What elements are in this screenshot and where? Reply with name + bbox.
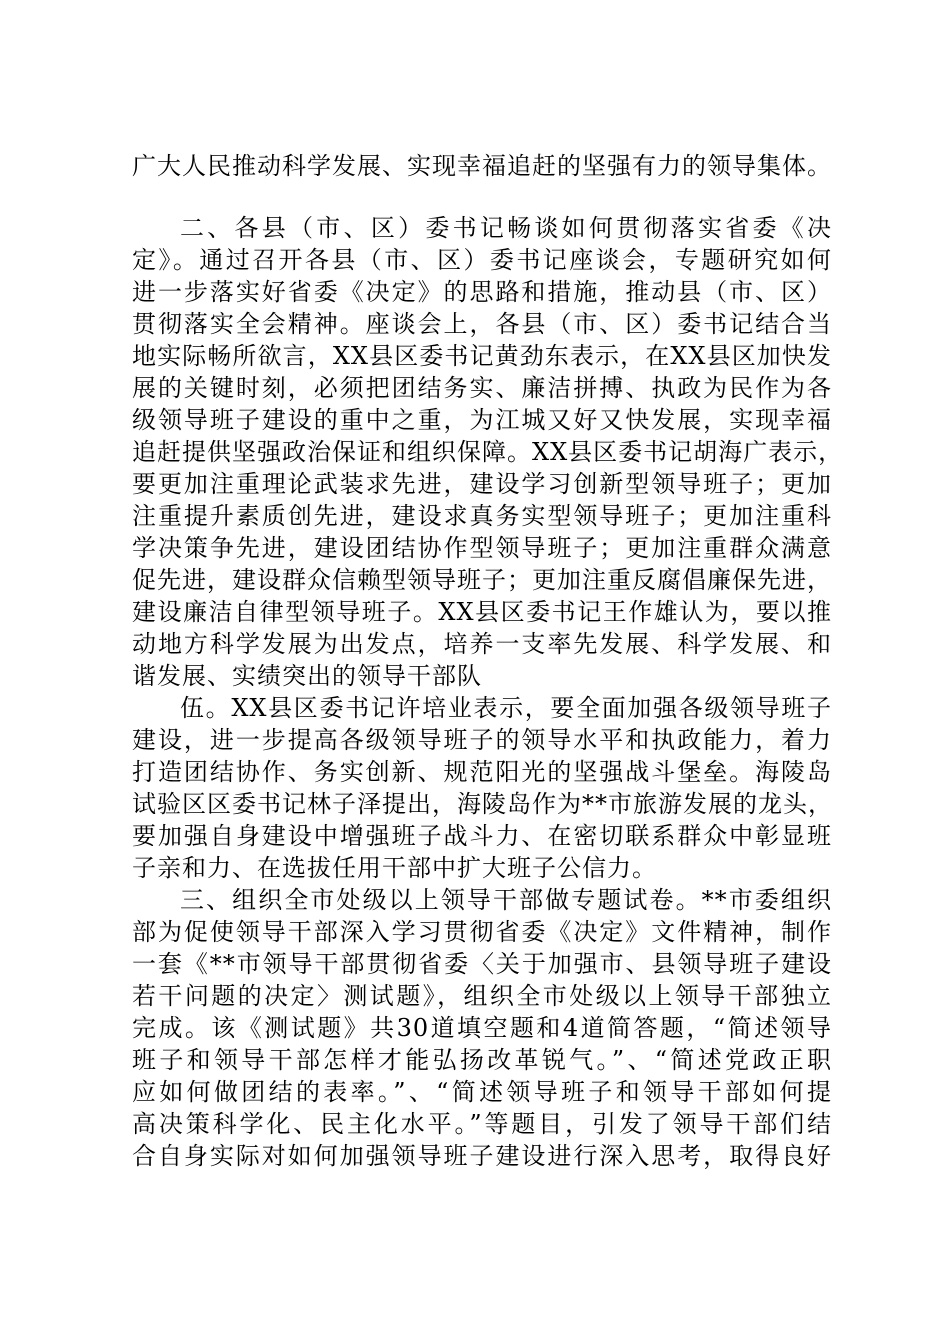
paragraph-line: 追赶提供坚强政治保证和组织保障。XX县区委书记胡海广表示， <box>132 438 844 466</box>
paragraph-line: 促先进，建设群众信赖型领导班子；更加注重反腐倡廉保先进， <box>132 566 832 594</box>
paragraph-line: 打造团结协作、务实创新、规范阳光的坚强战斗堡垒。海陵岛 <box>132 758 832 786</box>
paragraph-line: 展的关键时刻，必须把团结务实、廉洁拼搏、执政为民作为各 <box>132 374 832 402</box>
document-body <box>132 150 844 1172</box>
paragraph-line: 若干问题的决定〉测试题》，组织全市处级以上领导干部独立 <box>132 982 832 1010</box>
paragraph-line: 动地方科学发展为出发点，培养一支率先发展、科学发展、和 <box>132 630 832 658</box>
paragraph-line: 三、组织全市处级以上领导干部做专题试卷。**市委组织 <box>180 886 832 914</box>
paragraph-line: 完成。该《测试题》共30道填空题和4道简答题，“简述领导 <box>132 1014 832 1042</box>
paragraph-line: 要更加注重理论武装求先进，建设学习创新型领导班子；更加 <box>132 470 832 498</box>
paragraph-line: 试验区区委书记林子泽提出，海陵岛作为**市旅游发展的龙头， <box>132 790 833 818</box>
paragraph-line: 定》。通过召开各县（市、区）委书记座谈会，专题研究如何 <box>132 246 832 274</box>
paragraph-line: 建设廉洁自律型领导班子。XX县区委书记王作雄认为，要以推 <box>132 598 832 626</box>
paragraph-line: 要加强自身建设中增强班子战斗力、在密切联系群众中彰显班 <box>132 822 832 850</box>
paragraph-line: 广大人民推动科学发展、实现幸福追赶的坚强有力的领导集体。 <box>132 152 832 180</box>
paragraph-line: 注重提升素质创先进，建设求真务实型领导班子；更加注重科 <box>132 502 832 530</box>
paragraph-line: 伍。XX县区委书记许培业表示，要全面加强各级领导班子 <box>180 694 832 722</box>
paragraph-line: 学决策争先进，建设团结协作型领导班子；更加注重群众满意 <box>132 534 832 562</box>
paragraph-line: 班子和领导干部怎样才能弘扬改革锐气。”、“简述党政正职 <box>132 1046 832 1074</box>
paragraph-line: 高决策科学化、民主化水平。”等题目，引发了领导干部们结 <box>132 1110 832 1138</box>
paragraph-line: 贯彻落实全会精神。座谈会上，各县（市、区）委书记结合当 <box>132 310 832 338</box>
paragraph-line: 应如何做团结的表率。”、“简述领导班子和领导干部如何提 <box>132 1078 832 1106</box>
paragraph-line: 一套《**市领导干部贯彻省委〈关于加强市、县领导班子建设 <box>132 950 832 978</box>
paragraph-line: 进一步落实好省委《决定》的思路和措施，推动县（市、区） <box>132 278 832 306</box>
paragraph-line: 合自身实际对如何加强领导班子建设进行深入思考，取得良好 <box>132 1142 832 1170</box>
paragraph-line: 二、各县（市、区）委书记畅谈如何贯彻落实省委《决 <box>180 214 832 242</box>
paragraph-line: 级领导班子建设的重中之重，为江城又好又快发展，实现幸福 <box>132 406 832 434</box>
paragraph-line: 谐发展、实绩突出的领导干部队 <box>132 662 482 690</box>
paragraph-line: 子亲和力、在选拔任用干部中扩大班子公信力。 <box>132 854 657 882</box>
paragraph-line: 部为促使领导干部深入学习贯彻省委《决定》文件精神，制作 <box>132 918 832 946</box>
paragraph-line: 建设，进一步提高各级领导班子的领导水平和执政能力，着力 <box>132 726 832 754</box>
paragraph-line: 地实际畅所欲言，XX县区委书记黄劲东表示，在XX县区加快发 <box>132 342 832 370</box>
